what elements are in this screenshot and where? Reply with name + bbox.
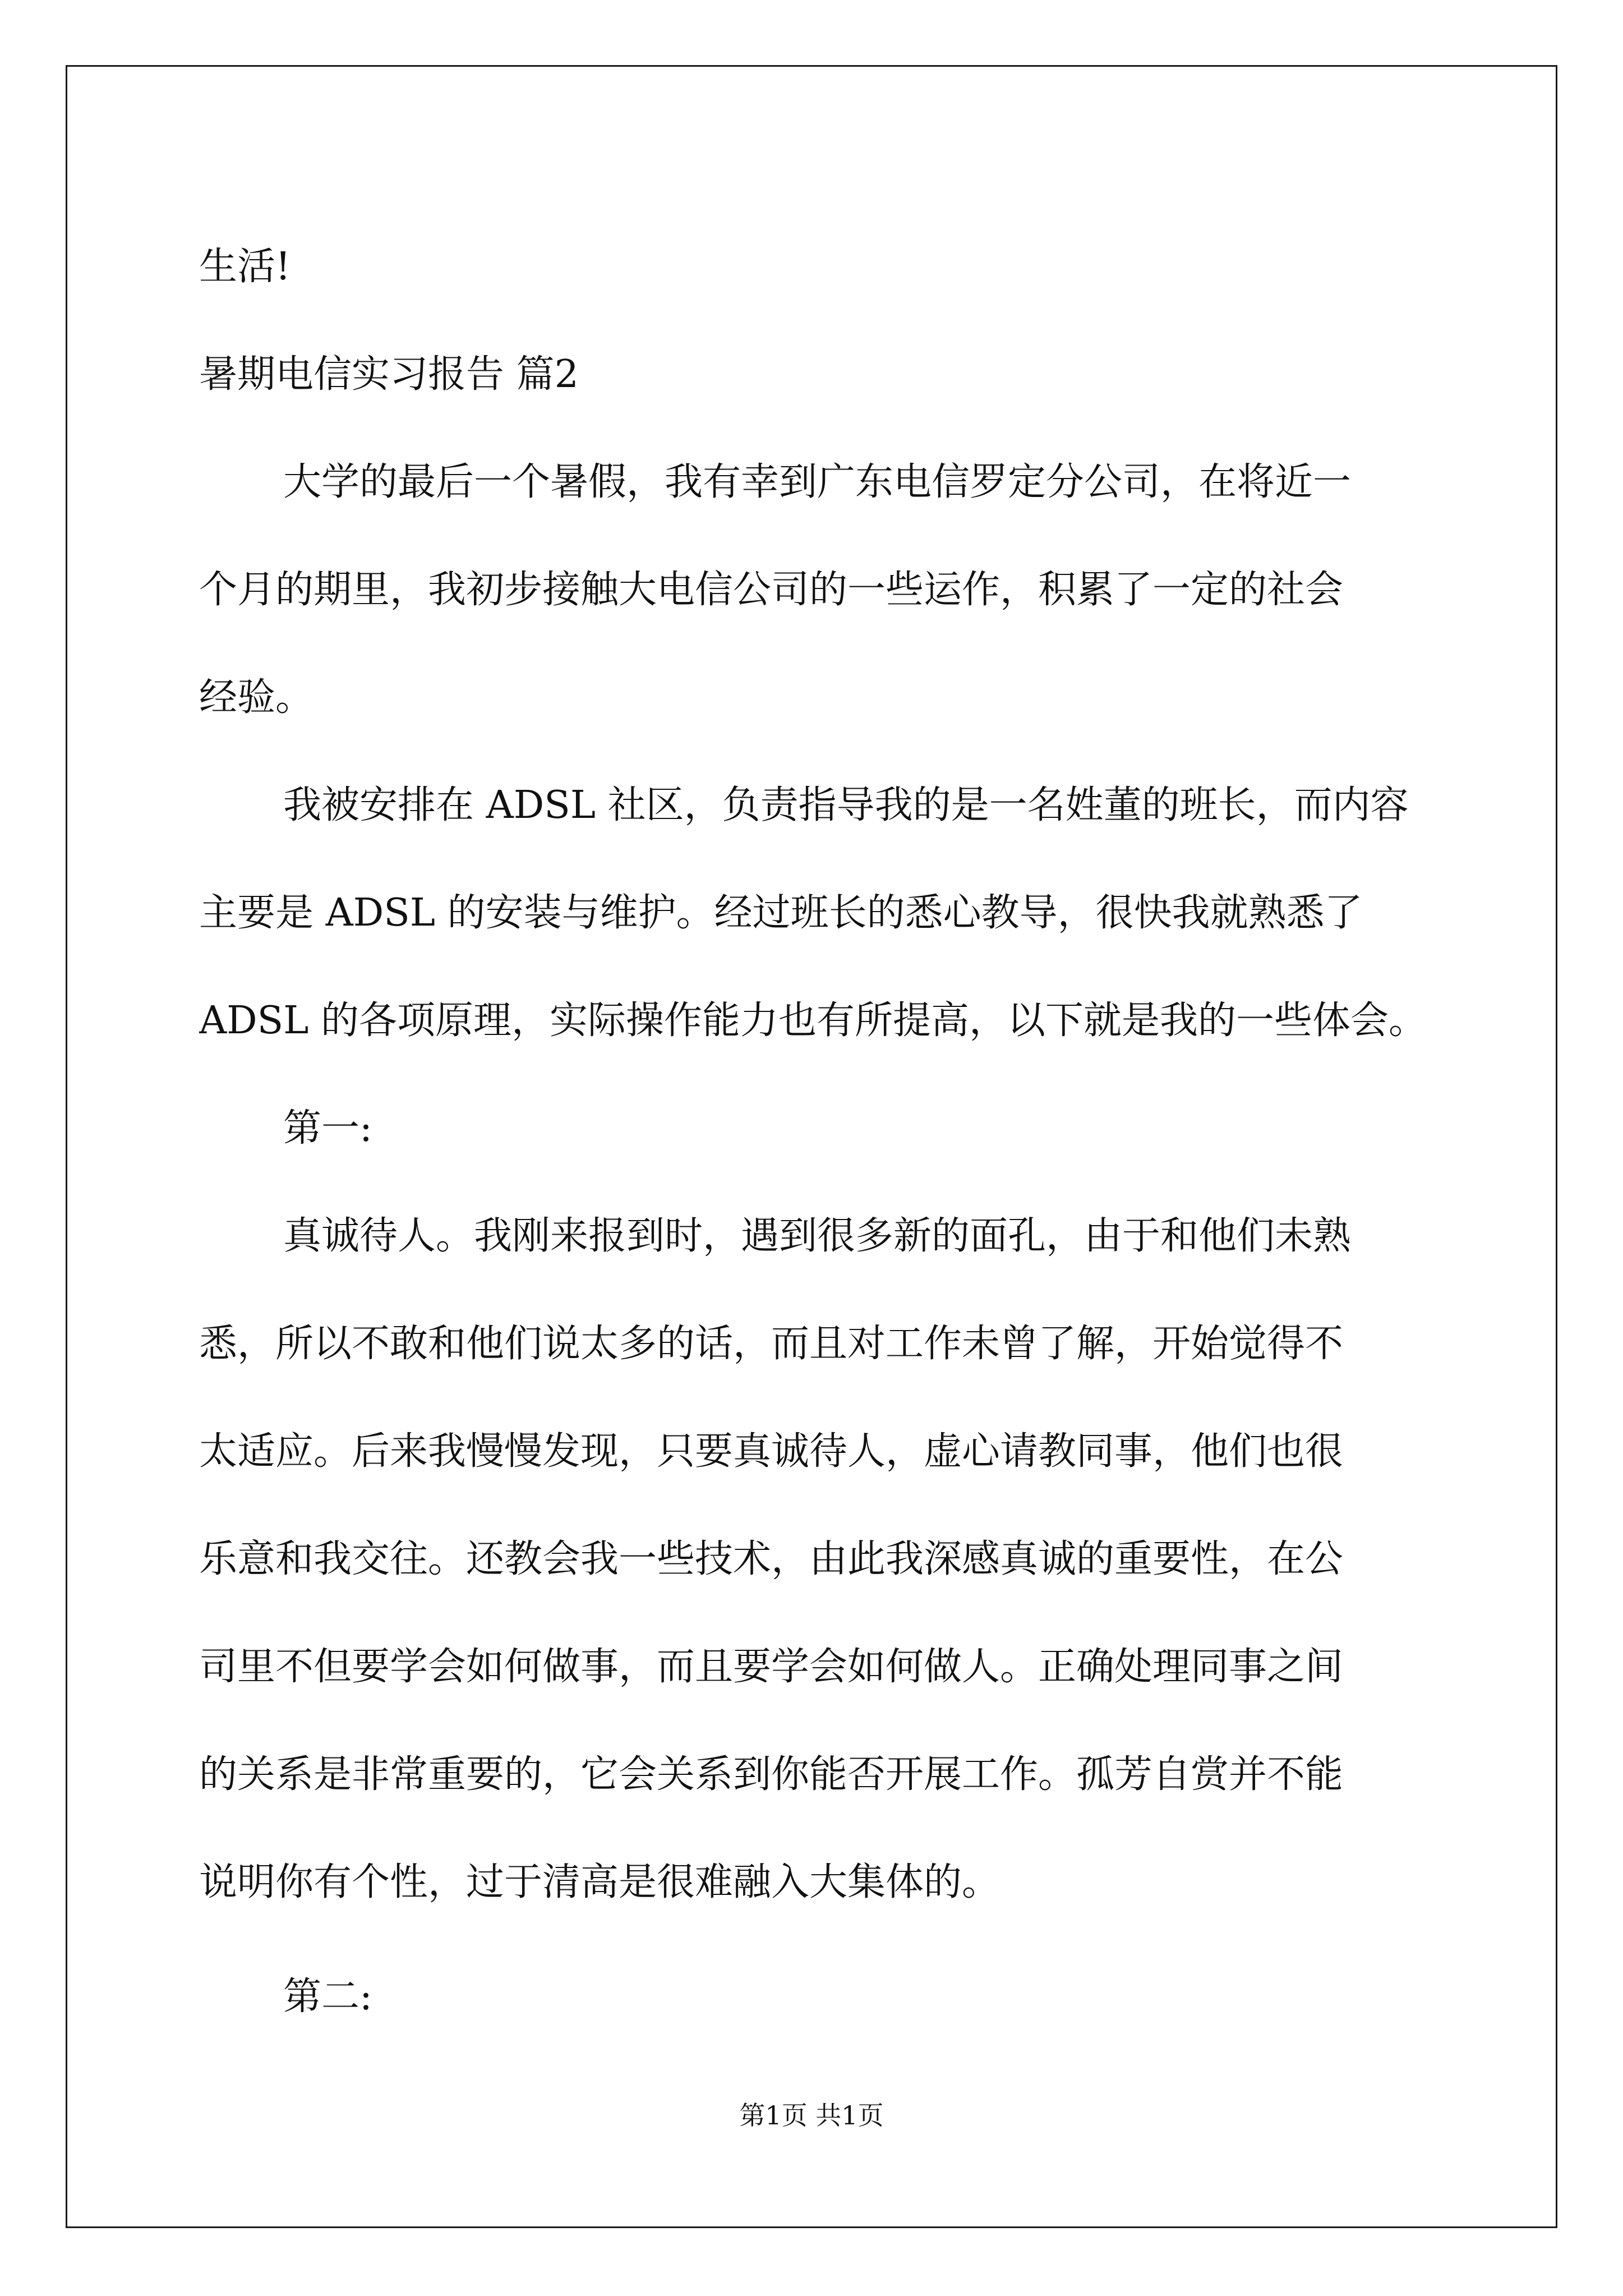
paragraph-line: 的关系是非常重要的，它会关系到你能否开展工作。孤芳自赏并不能 [199,1752,1344,1797]
paragraph-line: 个月的期里，我初步接触大电信公司的一些运作，积累了一定的社会 [199,568,1344,612]
paragraph-line: 太适应。后来我慢慢发现，只要真诚待人，虚心请教同事，他们也很 [199,1429,1344,1474]
paragraph-line: 我被安排在 ADSL 社区，负责指导我的是一名姓董的班长，而内容 [283,783,1409,827]
list-heading-first: 第一: [283,1106,372,1151]
text-line: 生活! [199,245,291,289]
list-heading-second: 第二: [283,1975,372,2019]
document-body [199,213,1427,2051]
paragraph-line: 经验。 [199,675,314,720]
paragraph-line: 悉，所以不敢和他们说太多的话，而且对工作未曾了解，开始觉得不 [199,1322,1344,1366]
paragraph-line: 主要是 ADSL 的安装与维护。经过班长的悉心教导，很快我就熟悉了 [199,891,1363,935]
paragraph-line: 真诚待人。我刚来报到时，遇到很多新的面孔，由于和他们未熟 [283,1214,1352,1258]
page-footer: 第1页 共1页 [739,2100,884,2131]
paragraph-line: 司里不但要学会如何做事，而且要学会如何做人。正确处理同事之间 [199,1645,1344,1689]
paragraph-line: 说明你有个性，过于清高是很难融入大集体的。 [199,1860,1000,1904]
paragraph-line: 大学的最后一个暑假，我有幸到广东电信罗定分公司，在将近一 [283,460,1352,504]
section-heading: 暑期电信实习报告 篇2 [199,352,579,397]
paragraph-line: ADSL 的各项原理，实际操作能力也有所提高，以下就是我的一些体会。 [199,999,1427,1043]
paragraph-line: 乐意和我交往。还教会我一些技术，由此我深感真诚的重要性，在公 [199,1537,1344,1581]
